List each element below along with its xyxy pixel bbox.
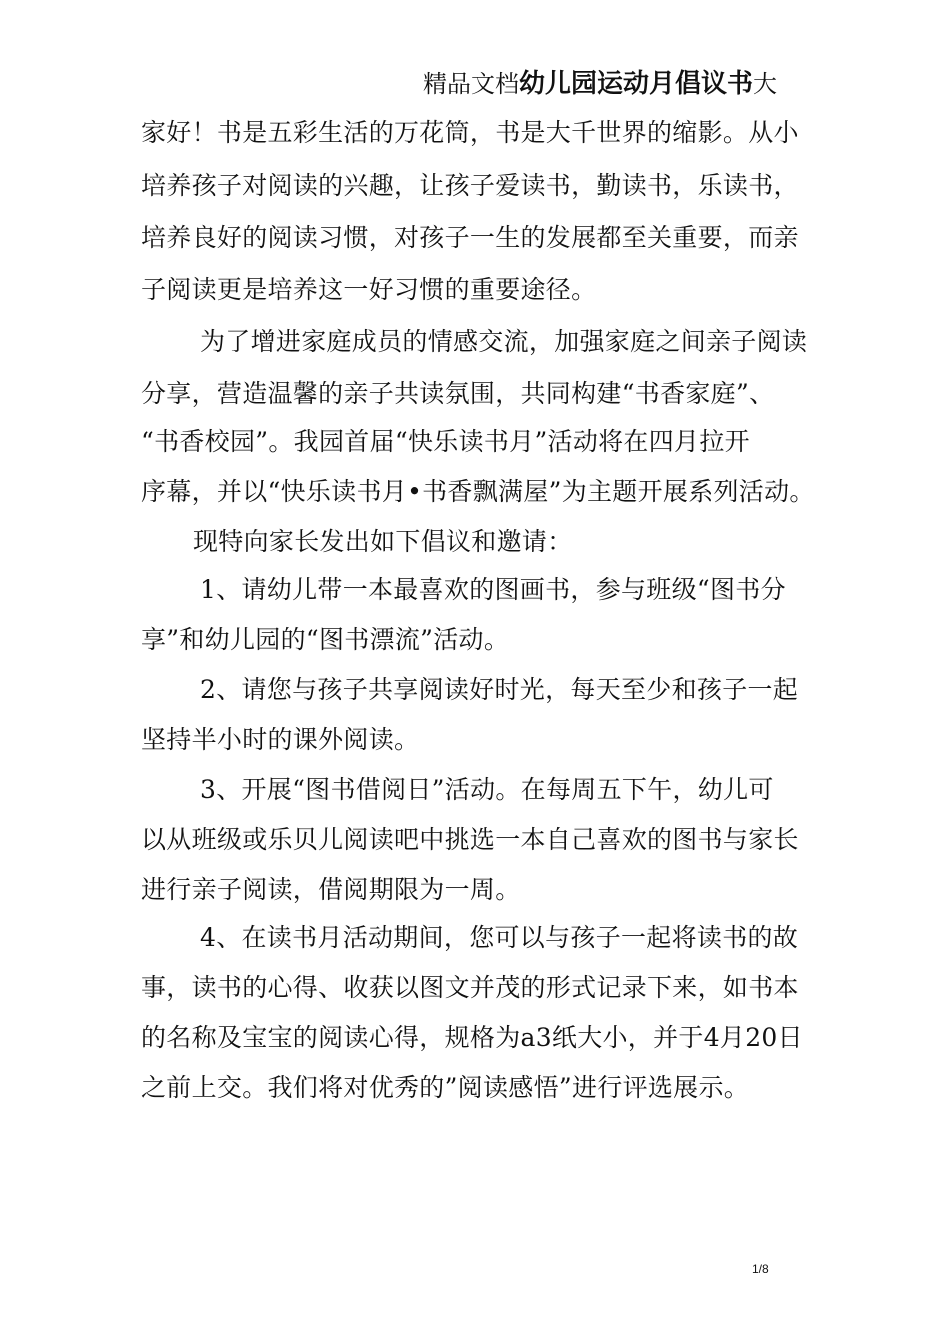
text-line: 1、请幼儿带一本最喜欢的图画书，参与班级“图书分: [200, 575, 786, 604]
text-line: 以从班级或乐贝儿阅读吧中挑选一本自己喜欢的图书与家长: [141, 825, 799, 854]
text-line: 培养孩子对阅读的兴趣，让孩子爱读书，勤读书，乐读书，: [141, 171, 799, 200]
text-line: 2、请您与孩子共享阅读好时光，每天至少和孩子一起: [200, 675, 799, 704]
text-line: “书香校园”。我园首届“快乐读书月”活动将在四月拉开: [141, 427, 750, 456]
header-line: [423, 63, 777, 100]
text-line: 3、开展“图书借阅日”活动。在每周五下午，幼儿可: [200, 775, 774, 804]
header-suffix: 大: [753, 70, 778, 98]
text-line: 培养良好的阅读习惯，对孩子一生的发展都至关重要，而亲: [141, 223, 799, 252]
text-line: 进行亲子阅读，借阅期限为一周。: [141, 875, 521, 904]
text-line: 分享，营造温馨的亲子共读氛围，共同构建“书香家庭”、: [141, 379, 775, 408]
text-line: 事，读书的心得、收获以图文并茂的形式记录下来，如书本: [141, 973, 799, 1002]
text-line: 序幕，并以“快乐读书月•书香飘满屋”为主题开展系列活动。: [141, 477, 815, 506]
text-line: 家好！书是五彩生活的万花筒，书是大千世界的缩影。从小: [141, 118, 799, 147]
text-line: 现特向家长发出如下倡议和邀请：: [193, 527, 573, 556]
text-line: 坚持半小时的课外阅读。: [141, 725, 420, 754]
text-line: 4、在读书月活动期间，您可以与孩子一起将读书的故: [200, 923, 799, 952]
text-line: 为了增进家庭成员的情感交流，加强家庭之间亲子阅读: [200, 327, 808, 356]
text-line: 享”和幼儿园的“图书漂流”活动。: [141, 625, 510, 654]
text-line: 之前上交。我们将对优秀的”阅读感悟”进行评选展示。: [141, 1073, 750, 1102]
document-title: 幼儿园运动月倡议书: [519, 69, 754, 99]
text-line: 的名称及宝宝的阅读心得，规格为a3纸大小，并于4月20日: [141, 1023, 803, 1052]
header-prefix: 精品文档: [423, 70, 519, 98]
text-line: 子阅读更是培养这一好习惯的重要途径。: [141, 275, 597, 304]
page-number: 1/8: [752, 1262, 769, 1276]
